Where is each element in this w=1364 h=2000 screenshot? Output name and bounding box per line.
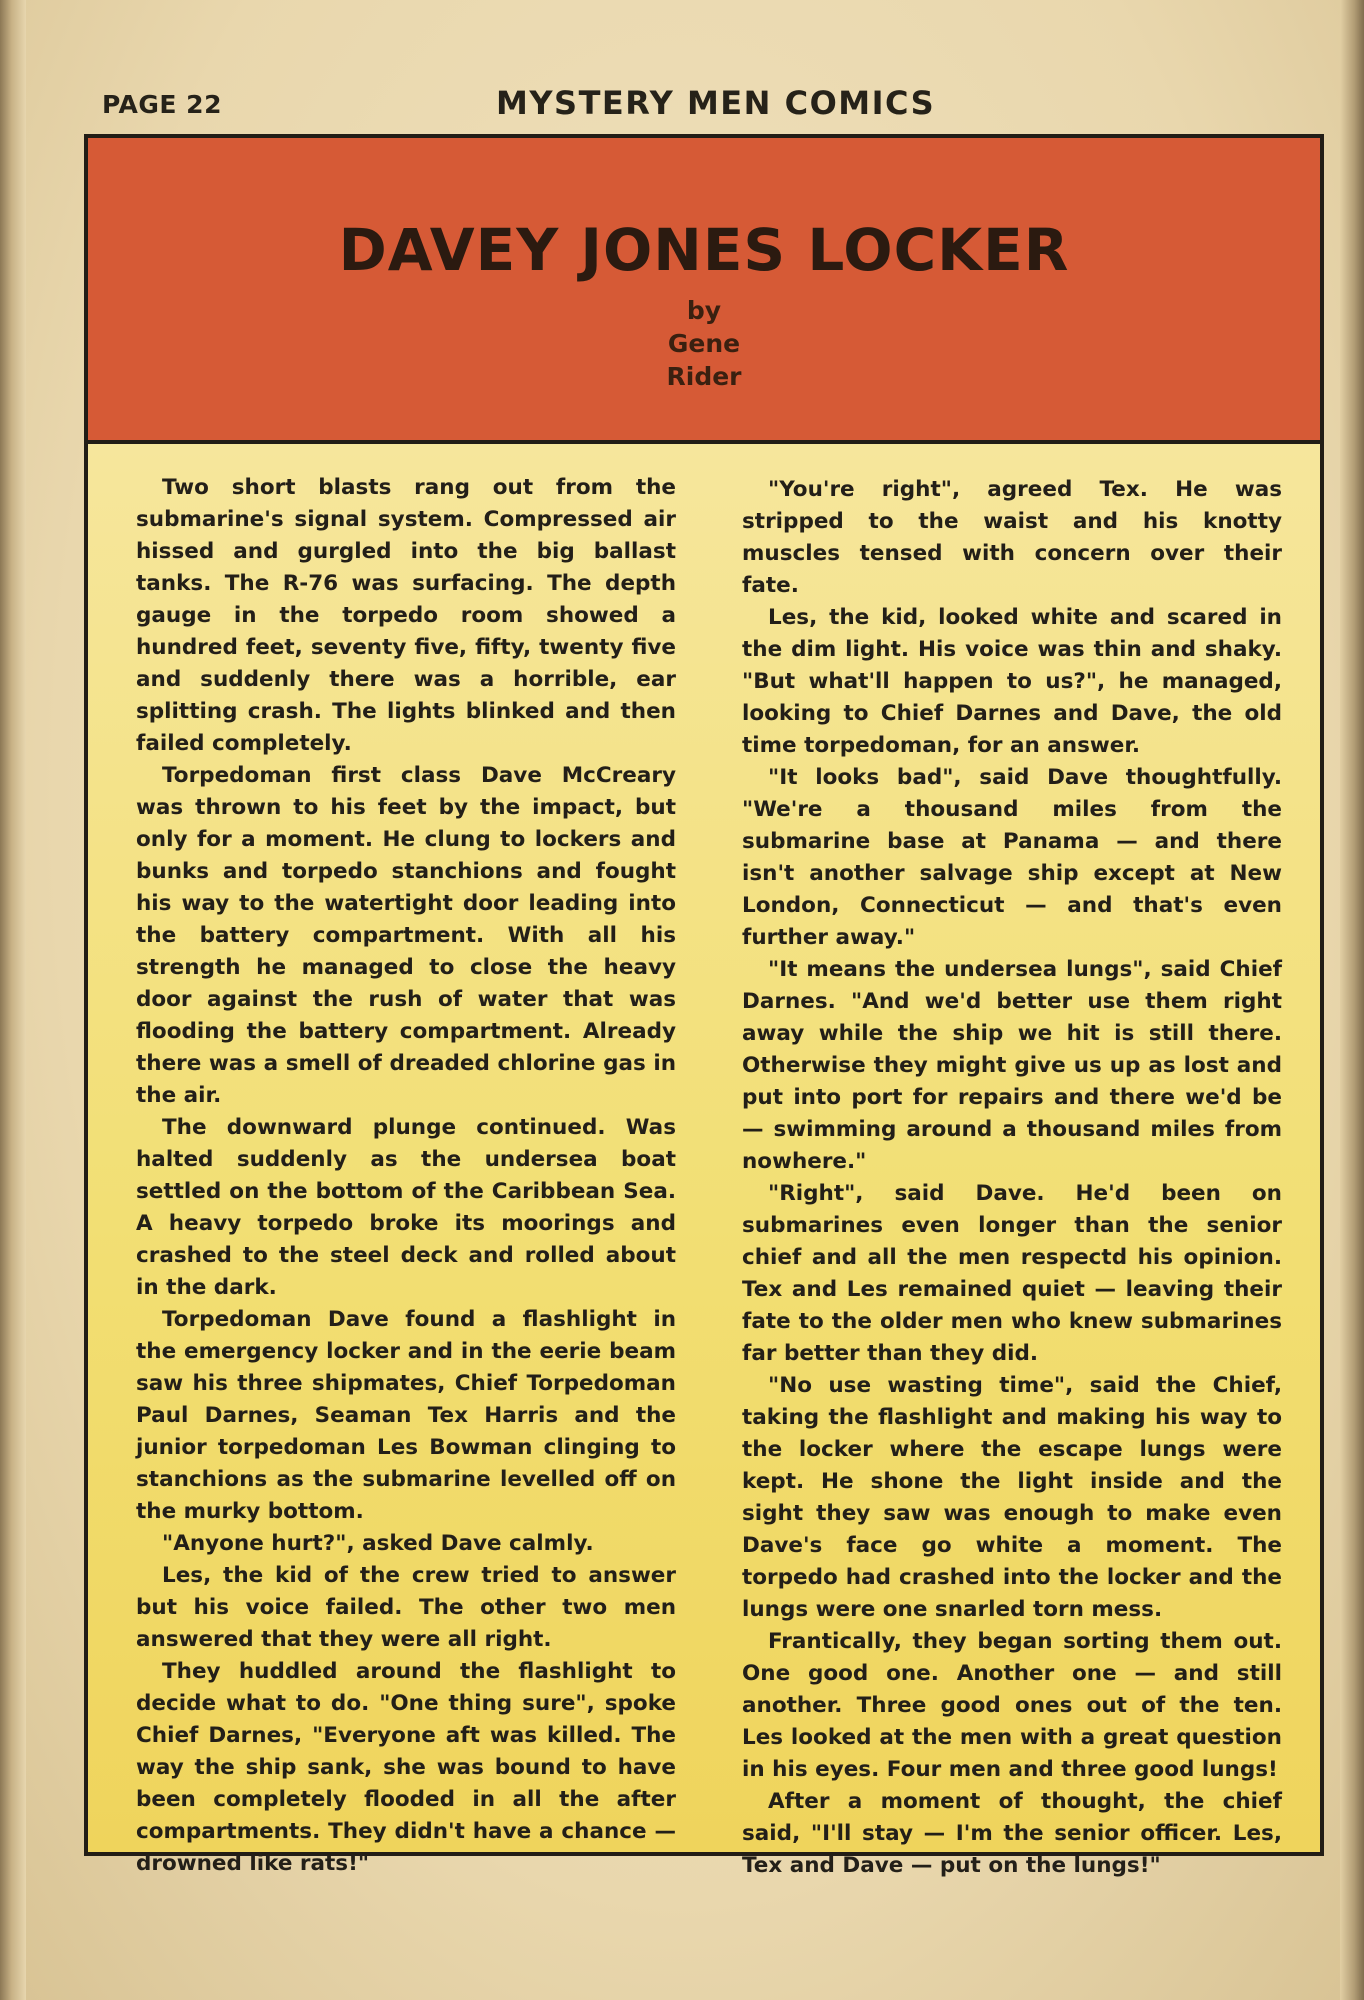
page-number: PAGE 22 — [102, 90, 222, 119]
paragraph: Torpedoman first class Dave McCreary was thrown to his feet by the impact, but only for a moment. He clung to lockers and bunks and torpedo stanchions and fought his way to the watertight door leading into the battery compartment. With all his strength he managed to close the heavy door against the rush of water that was flooding the battery compartment. Already there was a smell of dreaded chlorine gas in the air. — [136, 763, 676, 1108]
magazine-title: MYSTERY MEN COMICS — [496, 84, 936, 122]
page-edge — [1340, 0, 1364, 2000]
story-frame — [84, 134, 1324, 1878]
paragraph: "Right", said Dave. He'd been on submarines even longer than the senior chief and all the men respectd his opinion. Tex and Les remained quiet — leaving their fate to the older men who knew submarines far better than they did. — [742, 1181, 1282, 1366]
author-first-name: Gene — [667, 329, 741, 358]
paragraph: Frantically, they began sorting them out. One good one. Another one — and still another. Three good ones out of the ten. Les looked at the men with a great question in his eyes. Four men and three good lungs! — [742, 1629, 1282, 1782]
paragraph: "Anyone hurt?", asked Dave calmly. — [162, 1531, 594, 1556]
paragraph: Les, the kid of the crew tried to answer but his voice failed. The other two men answered that they were all right. — [136, 1563, 676, 1652]
author-last-name: Rider — [666, 362, 742, 391]
paragraph: "You're right", agreed Tex. He was stripped to the waist and his knotty muscles tensed with concern over their fate. — [742, 477, 1282, 598]
right-column — [742, 474, 1282, 1882]
paragraph: They huddled around the flashlight to decide what to do. "One thing sure", spoke Chief Darnes, "Everyone aft was killed. The way the ship sank, she was bound to have been completely flooded in all the after compartments. They didn't have a chance — drowned like rats!" — [136, 1659, 676, 1876]
page-header — [96, 84, 1316, 124]
paragraph: Torpedoman Dave found a flashlight in the emergency locker and in the eerie beam saw his three shipmates, Chief Torpedoman Paul Darnes, Seaman Tex Harris and the junior torpedoman Les Bowman clinging to stanchions as the submarine levelled off on the murky bottom. — [136, 1307, 676, 1524]
paragraph: Les, the kid, looked white and scared in the dim light. His voice was thin and shaky. "But what'll happen to us?", he managed, looking to Chief Darnes and Dave, the old time torpedoman, for an answer. — [742, 605, 1282, 758]
byline-by: by — [686, 296, 722, 325]
page-spine — [0, 0, 26, 2000]
paragraph: "It means the undersea lungs", said Chief Darnes. "And we'd better use them right away while the ship we hit is still there. Otherwise they might give us up as lost and put into port for repairs and there we'd be — swimming around a thousand miles from nowhere." — [742, 957, 1282, 1174]
story-title: DAVEY JONES LOCKER — [338, 216, 1070, 284]
paragraph: The downward plunge continued. Was halted suddenly as the undersea boat settled on the bottom of the Caribbean Sea. A heavy torpedo broke its moorings and crashed to the steel deck and rolled about in the dark. — [136, 1115, 676, 1300]
paragraph: After a moment of thought, the chief said, "I'll stay — I'm the senior officer. Les, Tex and Dave — put on the lungs!" — [742, 1789, 1282, 1878]
paragraph: "No use wasting time", said the Chief, taking the flashlight and making his way to the locker where the escape lungs were kept. He shone the light inside and the sight they saw was enough to make even Dave's face go white a moment. The torpedo had crashed into the locker and the lungs were one snarled torn mess. — [742, 1373, 1282, 1622]
paragraph: Two short blasts rang out from the submarine's signal system. Compressed air hissed and gurgled into the big ballast tanks. The R-76 was surfacing. The depth gauge in the torpedo room showed a hundred feet, seventy five, fifty, twenty five and suddenly there was a horrible, ear splitting crash. The lights blinked and then failed completely. — [136, 475, 676, 756]
left-column — [136, 472, 676, 1880]
title-panel — [88, 138, 1320, 444]
paragraph: "It looks bad", said Dave thoughtfully. "We're a thousand miles from the submarine base at Panama — and there isn't another salvage ship except at New London, Connecticut — and that's even further away." — [742, 765, 1282, 950]
byline — [88, 294, 1320, 393]
text-panel — [88, 444, 1320, 1878]
